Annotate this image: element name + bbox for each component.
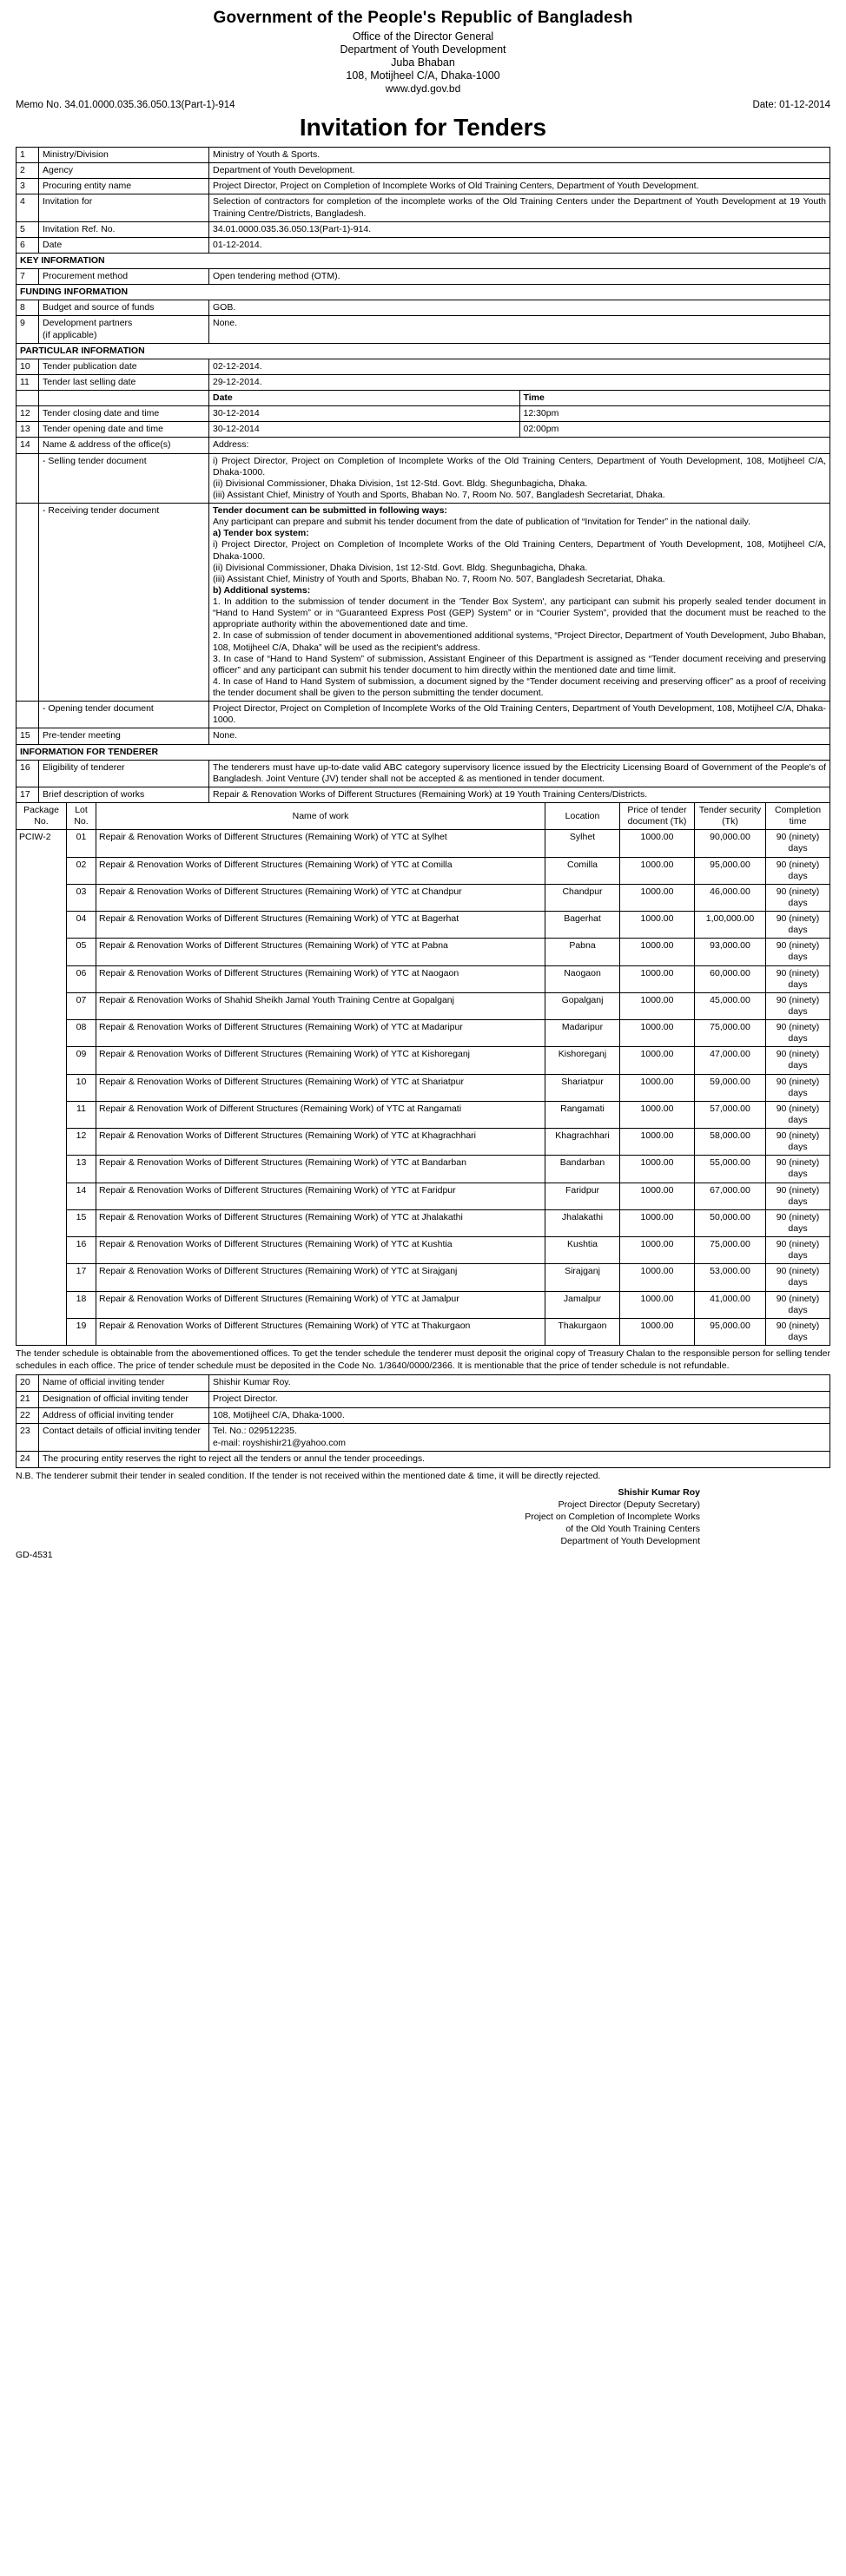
table-row <box>17 221 830 237</box>
receiving-label: - Receiving tender document <box>39 504 209 702</box>
lot-no: 07 <box>67 992 96 1019</box>
table-row <box>17 1047 830 1074</box>
completion-time: 90 (ninety) days <box>766 1183 830 1209</box>
signature-line-2: Project on Completion of Incomplete Works <box>525 1512 700 1523</box>
table-row <box>17 787 830 802</box>
receiving-intro: Any participant can prepare and submit his tender document from the date of publication of “Invitation for Tender” in the national daily. <box>213 517 750 528</box>
signature-line-4: Department of Youth Development <box>560 1536 700 1547</box>
table-row <box>17 163 830 179</box>
name-of-work: Repair & Renovation Works of Different Structures (Remaining Work) of YTC at Jhalakathi <box>96 1209 545 1236</box>
additional-systems-heading: b) Additional systems: <box>213 584 311 596</box>
row-number: 1 <box>17 148 39 163</box>
tender-document-price: 1000.00 <box>620 1183 695 1209</box>
section-heading: INFORMATION FOR TENDERER <box>17 744 830 760</box>
row-number: 21 <box>17 1391 39 1407</box>
lot-no: 06 <box>67 965 96 992</box>
schedule-note: The tender schedule is obtainable from the abovementioned offices. To get the tender schedule the tenderer must deposit the original copy of Treasury Chalan to the responsible person for selling tender schedules in each office. The price of tender schedule must be deposited in the Code No. 1/3640/0000/2366. It is mentionable that the price of tender schedule is not refundable. <box>16 1348 830 1371</box>
tender-document-price: 1000.00 <box>620 912 695 939</box>
table-row <box>17 1129 830 1156</box>
tender-document-price: 1000.00 <box>620 884 695 911</box>
tender-security: 41,000.00 <box>695 1291 766 1318</box>
datetime-time-header: Time <box>523 392 545 403</box>
main-info-table <box>16 147 830 803</box>
name-of-work: Repair & Renovation Works of Different Structures (Remaining Work) of YTC at Shariatpur <box>96 1074 545 1101</box>
row-label: Agency <box>39 163 209 179</box>
additional-item: 2. In case of submission of tender document in abovementioned additional systems, “Project Director, Department of Youth Development, Jubo Bhaban, 108, Motijheel C/A, Dhaka” will be used as the recipient's address. <box>213 630 826 653</box>
row-number: 22 <box>17 1407 39 1424</box>
location: Chandpur <box>545 884 620 911</box>
completion-time: 90 (ninety) days <box>766 1129 830 1156</box>
tender-security: 50,000.00 <box>695 1209 766 1236</box>
row-label: Tender closing date and time <box>39 406 209 422</box>
table-row <box>17 1237 830 1264</box>
lot-no: 05 <box>67 939 96 965</box>
row-number: 13 <box>17 422 39 438</box>
name-of-work: Repair & Renovation Works of Different Structures (Remaining Work) of YTC at Bagerhat <box>96 912 545 939</box>
row-value: Ministry of Youth & Sports. <box>209 148 830 163</box>
tender-document-price: 1000.00 <box>620 1209 695 1236</box>
tender-security: 95,000.00 <box>695 1318 766 1345</box>
lot-no: 19 <box>67 1318 96 1345</box>
tender-box-heading: a) Tender box system: <box>213 528 309 539</box>
table-row <box>17 728 830 744</box>
gd-number: GD-4531 <box>16 1549 53 1560</box>
box-item: (iii) Assistant Chief, Ministry of Youth and Sports, Bhaban No. 7, Room No. 507, Bangladesh Secretariat, Dhaka. <box>213 573 665 584</box>
lot-no: 03 <box>67 884 96 911</box>
website-line: www.dyd.gov.bd <box>385 82 461 95</box>
tender-document-price: 1000.00 <box>620 830 695 857</box>
tender-security: 46,000.00 <box>695 884 766 911</box>
page-title: Invitation for Tenders <box>299 114 547 141</box>
completion-time: 90 (ninety) days <box>766 1318 830 1345</box>
tender-document-price: 1000.00 <box>620 939 695 965</box>
tender-security: 59,000.00 <box>695 1074 766 1101</box>
location: Faridpur <box>545 1183 620 1209</box>
name-of-work: Repair & Renovation Works of Different Structures (Remaining Work) of YTC at Sylhet <box>96 830 545 857</box>
completion-time: 90 (ninety) days <box>766 1101 830 1128</box>
table-row <box>17 374 830 390</box>
completion-time: 90 (ninety) days <box>766 1237 830 1264</box>
completion-time: 90 (ninety) days <box>766 965 830 992</box>
row-value: 01-12-2014. <box>209 237 830 253</box>
signature-line-1: Project Director (Deputy Secretary) <box>558 1499 700 1510</box>
row-value: 29-12-2014. <box>209 374 830 390</box>
lot-no: 01 <box>67 830 96 857</box>
tender-document-price: 1000.00 <box>620 1129 695 1156</box>
row-label <box>39 316 209 343</box>
row-number: 9 <box>17 316 39 343</box>
table-row <box>17 1209 830 1236</box>
location: Naogaon <box>545 965 620 992</box>
table-row <box>17 1074 830 1101</box>
location: Madaripur <box>545 1020 620 1047</box>
table-row <box>17 1318 830 1345</box>
row-label: Ministry/Division <box>39 148 209 163</box>
table-row <box>17 830 830 857</box>
name-of-work: Repair & Renovation Works of Different Structures (Remaining Work) of YTC at Khagrachhari <box>96 1129 545 1156</box>
row-value: 34.01.0000.035.36.050.13(Part-1)-914. <box>209 221 830 237</box>
table-row <box>17 194 830 221</box>
tender-security: 95,000.00 <box>695 857 766 884</box>
row-label: Eligibility of tenderer <box>39 760 209 787</box>
table-row <box>17 179 830 194</box>
tender-document-price: 1000.00 <box>620 857 695 884</box>
tender-security: 93,000.00 <box>695 939 766 965</box>
row-number: 23 <box>17 1424 39 1452</box>
row-number: 10 <box>17 359 39 374</box>
name-of-work: Repair & Renovation Works of Shahid Sheikh Jamal Youth Training Centre at Gopalganj <box>96 992 545 1019</box>
lot-no: 13 <box>67 1156 96 1183</box>
signature-name: Shishir Kumar Roy <box>618 1486 700 1498</box>
completion-time: 90 (ninety) days <box>766 830 830 857</box>
col-security: Tender security (Tk) <box>695 803 766 830</box>
location: Sirajganj <box>545 1264 620 1291</box>
name-of-work: Repair & Renovation Works of Different Structures (Remaining Work) of YTC at Chandpur <box>96 884 545 911</box>
row-number: 3 <box>17 179 39 194</box>
location: Kishoreganj <box>545 1047 620 1074</box>
section-row-key-information <box>17 253 830 268</box>
closing-date: 30-12-2014 <box>209 406 519 421</box>
row-value: Project Director, Project on Completion of Incomplete Works of Old Training Centers, Department of Youth Development. <box>209 179 830 194</box>
tender-document-price: 1000.00 <box>620 965 695 992</box>
completion-time: 90 (ninety) days <box>766 992 830 1019</box>
name-of-work: Repair & Renovation Works of Different Structures (Remaining Work) of YTC at Comilla <box>96 857 545 884</box>
name-of-work: Repair & Renovation Works of Different Structures (Remaining Work) of YTC at Pabna <box>96 939 545 965</box>
package-table-header <box>17 803 830 830</box>
receiving-heading: Tender document can be submitted in following ways: <box>213 505 447 516</box>
row-label: Address of official inviting tender <box>39 1407 209 1424</box>
lot-no: 16 <box>67 1237 96 1264</box>
col-price: Price of tender document (Tk) <box>620 803 695 830</box>
tender-document-price: 1000.00 <box>620 1264 695 1291</box>
receiving-tender-row <box>17 504 830 702</box>
row-label: Contact details of official inviting tender <box>39 1424 209 1452</box>
row-label: Date <box>39 237 209 253</box>
tender-document-price: 1000.00 <box>620 1020 695 1047</box>
memo-row <box>16 100 830 110</box>
table-row <box>17 1291 830 1318</box>
lot-no: 12 <box>67 1129 96 1156</box>
tender-document-price: 1000.00 <box>620 1047 695 1074</box>
office-address-row <box>17 438 830 453</box>
col-name-of-work: Name of work <box>96 803 545 830</box>
completion-time: 90 (ninety) days <box>766 884 830 911</box>
row-value: Selection of contractors for completion of the incomplete works of the Old Training Centers under the Department of Youth Development at 19 Youth Training Centre/Districts, Bangladesh. <box>209 194 830 221</box>
opening-label: - Opening tender document <box>39 702 209 728</box>
row-label: Pre-tender meeting <box>39 728 209 744</box>
opening-tender-row <box>17 702 830 728</box>
location: Kushtia <box>545 1237 620 1264</box>
location: Jamalpur <box>545 1291 620 1318</box>
tender-document-price: 1000.00 <box>620 1156 695 1183</box>
row-value: Shishir Kumar Roy. <box>209 1375 830 1392</box>
section-row-funding-information <box>17 285 830 300</box>
table-row <box>17 992 830 1019</box>
row-value: The tenderers must have up-to-date valid ABC category supervisory licence issued by the Electricity Licensing Board of Government of the People's of Bangladesh. Joint Venture (JV) tender shall not be accepted & as mentioned in tender document. <box>209 760 830 787</box>
table-row <box>17 422 830 438</box>
table-row <box>17 939 830 965</box>
row-value: Address: <box>209 438 830 453</box>
location: Gopalganj <box>545 992 620 1019</box>
row-number: 5 <box>17 221 39 237</box>
memo-date: Date: 01-12-2014 <box>752 100 830 110</box>
lot-no: 15 <box>67 1209 96 1236</box>
row-number: 4 <box>17 194 39 221</box>
row-number: 2 <box>17 163 39 179</box>
tender-document-price: 1000.00 <box>620 1291 695 1318</box>
tender-security: 75,000.00 <box>695 1020 766 1047</box>
additional-item: 1. In addition to the submission of tender document in the 'Tender Box System', any participant can submit his properly sealed tender document in “Hand to Hand System” or in “Guaranteed Express Post (GEP) System” or in “Courier System”, provided that the document must be reached to the appropriate authority within the abovementioned date and time. <box>213 596 826 630</box>
completion-time: 90 (ninety) days <box>766 1020 830 1047</box>
name-of-work: Repair & Renovation Works of Different Structures (Remaining Work) of YTC at Faridpur <box>96 1183 545 1209</box>
table-row <box>17 1156 830 1183</box>
name-of-work: Repair & Renovation Works of Different Structures (Remaining Work) of YTC at Sirajganj <box>96 1264 545 1291</box>
row-label: Name & address of the office(s) <box>39 438 209 453</box>
completion-time: 90 (ninety) days <box>766 1047 830 1074</box>
box-item: (ii) Divisional Commissioner, Dhaka Division, 1st 12-Std. Govt. Bldg. Shegunbagicha, Dhaka. <box>213 562 588 573</box>
selling-item: i) Project Director, Project on Completion of Incomplete Works of the Old Training Centers, Department of Youth Development, 108, Motijheel C/A, Dhaka-1000. <box>213 455 826 478</box>
address-line: 108, Motijheel C/A, Dhaka-1000 <box>346 69 500 82</box>
row-value: Open tendering method (OTM). <box>209 269 830 285</box>
table-row <box>17 359 830 374</box>
row-label: Designation of official inviting tender <box>39 1391 209 1407</box>
completion-time: 90 (ninety) days <box>766 1264 830 1291</box>
completion-time: 90 (ninety) days <box>766 1291 830 1318</box>
table-row <box>17 237 830 253</box>
col-location: Location <box>545 803 620 830</box>
row-number: 12 <box>17 406 39 422</box>
table-row <box>17 884 830 911</box>
additional-item: 4. In case of Hand to Hand System of submission, a document signed by the “Tender document receiving and preserving officer” as a proof of receiving the tender document shall be given to the person submitting the tender document. <box>213 675 826 698</box>
location: Bandarban <box>545 1156 620 1183</box>
row-value: None. <box>209 316 830 343</box>
row-value: Department of Youth Development. <box>209 163 830 179</box>
tender-document-price: 1000.00 <box>620 1074 695 1101</box>
row-number: 11 <box>17 374 39 390</box>
table-row <box>17 1452 830 1468</box>
lot-no: 10 <box>67 1074 96 1101</box>
tender-security: 90,000.00 <box>695 830 766 857</box>
additional-item: 3. In case of “Hand to Hand System” of submission, Assistant Engineer of this Department is assigned as “Tender document receiving and preserving officer” and any participant can submit his tender document to him directly within the mentioned date and time limit. <box>213 653 826 675</box>
table-row <box>17 1183 830 1209</box>
row-label: Invitation Ref. No. <box>39 221 209 237</box>
lot-no: 17 <box>67 1264 96 1291</box>
tender-security: 53,000.00 <box>695 1264 766 1291</box>
row-number: 8 <box>17 300 39 316</box>
table-row <box>17 1020 830 1047</box>
table-row <box>17 1424 830 1452</box>
datetime-header-row <box>17 391 830 406</box>
location: Comilla <box>545 857 620 884</box>
location: Pabna <box>545 939 620 965</box>
row-value: Project Director. <box>209 1391 830 1407</box>
box-item: i) Project Director, Project on Completion of Incomplete Works of the Old Training Centers, Department of Youth Development, 108, Motijheel C/A, Dhaka-1000. <box>213 539 826 562</box>
row-number: 17 <box>17 787 39 802</box>
tender-security: 55,000.00 <box>695 1156 766 1183</box>
table-row <box>17 1101 830 1128</box>
table-row <box>17 1407 830 1424</box>
package-table <box>16 802 830 1346</box>
row-number: 7 <box>17 269 39 285</box>
completion-time: 90 (ninety) days <box>766 912 830 939</box>
department-line: Department of Youth Development <box>340 43 506 56</box>
table-row <box>17 857 830 884</box>
name-of-work: Repair & Renovation Works of Different Structures (Remaining Work) of YTC at Kishoreganj <box>96 1047 545 1074</box>
tender-security: 75,000.00 <box>695 1237 766 1264</box>
selling-tender-row <box>17 453 830 504</box>
row-number: 20 <box>17 1375 39 1392</box>
table-row <box>17 316 830 343</box>
section-heading: KEY INFORMATION <box>17 253 830 268</box>
row-label: Procuring entity name <box>39 179 209 194</box>
lot-no: 02 <box>67 857 96 884</box>
row-number: 15 <box>17 728 39 744</box>
row-label: Name of official inviting tender <box>39 1375 209 1392</box>
building-line: Juba Bhaban <box>391 56 455 69</box>
row-value: 108, Motijheel C/A, Dhaka-1000. <box>209 1407 830 1424</box>
col-completion-time: Completion time <box>766 803 830 830</box>
row-value: None. <box>209 728 830 744</box>
name-of-work: Repair & Renovation Works of Different Structures (Remaining Work) of YTC at Thakurgaon <box>96 1318 545 1345</box>
row-label: Budget and source of funds <box>39 300 209 316</box>
nb-note: N.B. The tenderer submit their tender in sealed condition. If the tender is not received within the mentioned date & time, it will be directly rejected. <box>16 1471 601 1482</box>
row-label: Tender opening date and time <box>39 422 209 438</box>
tender-security: 60,000.00 <box>695 965 766 992</box>
tender-security: 57,000.00 <box>695 1101 766 1128</box>
table-row <box>17 912 830 939</box>
lot-no: 09 <box>67 1047 96 1074</box>
row-label: Brief description of works <box>39 787 209 802</box>
table-row <box>17 965 830 992</box>
lot-no: 14 <box>67 1183 96 1209</box>
tender-security: 1,00,000.00 <box>695 912 766 939</box>
col-lot-no: Lot No. <box>67 803 96 830</box>
document-header <box>16 9 830 95</box>
table-row <box>17 1375 830 1392</box>
col-package-no: Package No. <box>17 803 67 830</box>
section-heading: PARTICULAR INFORMATION <box>17 343 830 359</box>
name-of-work: Repair & Renovation Works of Different Structures (Remaining Work) of YTC at Kushtia <box>96 1237 545 1264</box>
tender-security: 67,000.00 <box>695 1183 766 1209</box>
selling-label: - Selling tender document <box>39 453 209 504</box>
location: Shariatpur <box>545 1074 620 1101</box>
location: Jhalakathi <box>545 1209 620 1236</box>
completion-time: 90 (ninety) days <box>766 939 830 965</box>
name-of-work: Repair & Renovation Works of Different Structures (Remaining Work) of YTC at Bandarban <box>96 1156 545 1183</box>
name-of-work: Repair & Renovation Works of Different Structures (Remaining Work) of YTC at Jamalpur <box>96 1291 545 1318</box>
lot-no: 11 <box>67 1101 96 1128</box>
tender-security: 45,000.00 <box>695 992 766 1019</box>
row-value: 02-12-2014. <box>209 359 830 374</box>
location: Bagerhat <box>545 912 620 939</box>
row-label: Procurement method <box>39 269 209 285</box>
office-line: Office of the Director General <box>352 30 494 43</box>
signature-line-3: of the Old Youth Training Centers <box>565 1524 700 1535</box>
row-value: The procuring entity reserves the right to reject all the tenders or annul the tender proceedings. <box>39 1452 830 1468</box>
completion-time: 90 (ninety) days <box>766 857 830 884</box>
section-row-information-for-tenderer <box>17 744 830 760</box>
row-value: Repair & Renovation Works of Different Structures (Remaining Work) at 19 Youth Training Centers/Districts. <box>209 787 830 802</box>
table-row <box>17 406 830 422</box>
lot-no: 18 <box>67 1291 96 1318</box>
tender-document-price: 1000.00 <box>620 1318 695 1345</box>
tender-document-price: 1000.00 <box>620 1101 695 1128</box>
opening-time: 02:00pm <box>523 424 559 435</box>
location: Sylhet <box>545 830 620 857</box>
location: Khagrachhari <box>545 1129 620 1156</box>
table-row <box>17 148 830 163</box>
location: Rangamati <box>545 1101 620 1128</box>
package-no-cell: PCIW-2 <box>17 830 67 1346</box>
section-heading: FUNDING INFORMATION <box>17 285 830 300</box>
tender-security: 58,000.00 <box>695 1129 766 1156</box>
name-of-work: Repair & Renovation Works of Different Structures (Remaining Work) of YTC at Madaripur <box>96 1020 545 1047</box>
lot-no: 04 <box>67 912 96 939</box>
datetime-date-header: Date <box>209 391 519 405</box>
signature-block <box>16 1486 830 1548</box>
selling-item: (ii) Divisional Commissioner, Dhaka Division, 1st 12-Std. Govt. Bldg. Shegunbagicha, Dhaka. <box>213 478 588 489</box>
memo-number: Memo No. 34.01.0000.035.36.050.13(Part-1)-914 <box>16 100 235 110</box>
row-label-line1: Development partners <box>43 318 133 329</box>
table-row <box>17 300 830 316</box>
tender-security: 47,000.00 <box>695 1047 766 1074</box>
opening-value: Project Director, Project on Completion of Incomplete Works of the Old Training Centers, Department of Youth Development, 108, Motijheel C/A, Dhaka-1000. <box>209 702 830 728</box>
name-of-work: Repair & Renovation Work of Different Structures (Remaining Work) of YTC at Rangamati <box>96 1101 545 1128</box>
row-number: 24 <box>17 1452 39 1468</box>
completion-time: 90 (ninety) days <box>766 1209 830 1236</box>
tender-document-price: 1000.00 <box>620 992 695 1019</box>
tender-document-price: 1000.00 <box>620 1237 695 1264</box>
row-label: Invitation for <box>39 194 209 221</box>
table-row <box>17 1264 830 1291</box>
table-row <box>17 269 830 285</box>
footer-info-table <box>16 1374 830 1468</box>
section-row-particular-information <box>17 343 830 359</box>
row-number: 6 <box>17 237 39 253</box>
selling-item: (iii) Assistant Chief, Ministry of Youth and Sports, Bhaban No. 7, Room No. 507, Bangladesh Secretariat, Dhaka. <box>213 489 665 500</box>
contact-phone: Tel. No.: 029512235. <box>213 1426 297 1437</box>
row-label-line2: (if applicable) <box>43 329 97 340</box>
table-row <box>17 760 830 787</box>
row-value: GOB. <box>209 300 830 316</box>
row-number: 16 <box>17 760 39 787</box>
row-label: Tender last selling date <box>39 374 209 390</box>
opening-date: 30-12-2014 <box>209 422 519 437</box>
completion-time: 90 (ninety) days <box>766 1156 830 1183</box>
row-number: 14 <box>17 438 39 453</box>
location: Thakurgaon <box>545 1318 620 1345</box>
closing-time: 12:30pm <box>523 408 559 419</box>
row-label: Tender publication date <box>39 359 209 374</box>
contact-email[interactable]: e-mail: royshishir21@yahoo.com <box>213 1437 347 1448</box>
table-row <box>17 1391 830 1407</box>
govt-title: Government of the People's Republic of Bangladesh <box>213 9 633 27</box>
lot-no: 08 <box>67 1020 96 1047</box>
completion-time: 90 (ninety) days <box>766 1074 830 1101</box>
name-of-work: Repair & Renovation Works of Different Structures (Remaining Work) of YTC at Naogaon <box>96 965 545 992</box>
